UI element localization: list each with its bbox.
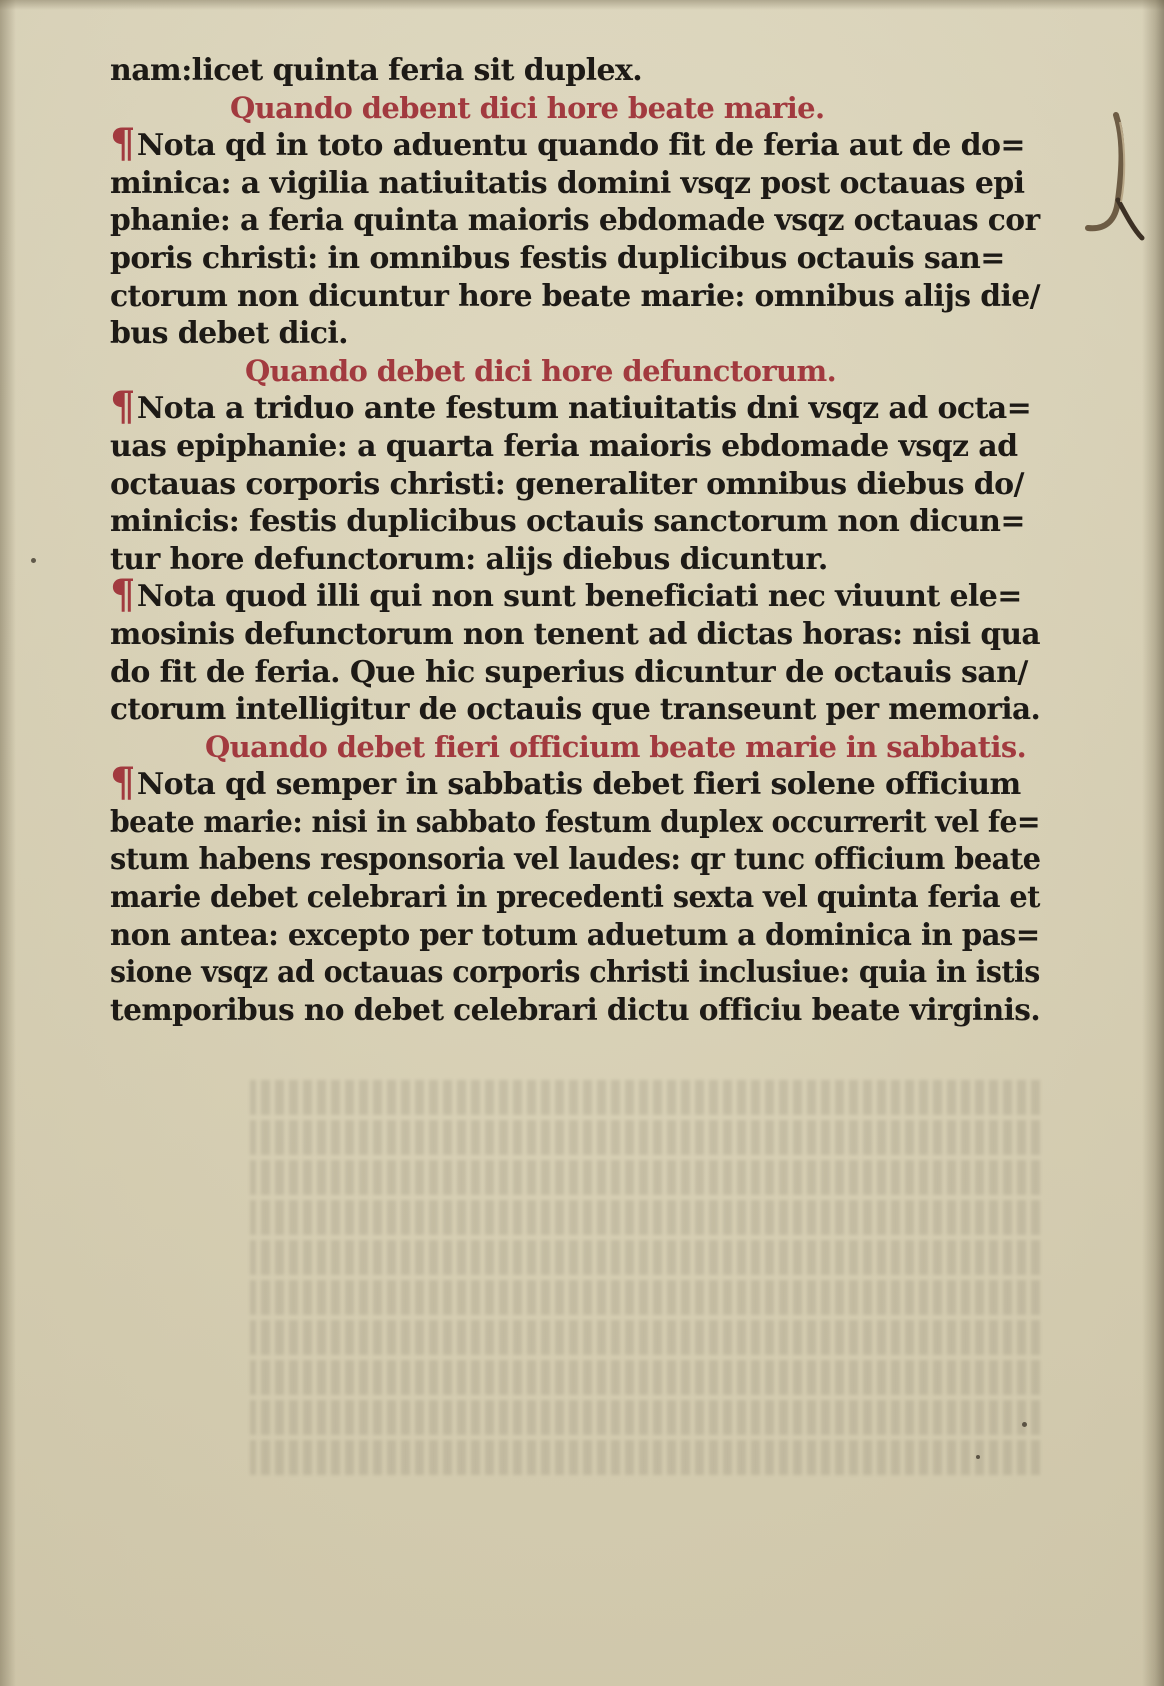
- ink-speck: [976, 1455, 980, 1459]
- text-line: [110, 466, 1040, 504]
- line-text: marie debet celebrari in precedenti sexta vel quinta feria et: [110, 880, 1040, 916]
- line-text: octauas corporis christi: generaliter omnibus diebus do/: [110, 466, 1024, 502]
- rubric-heading: [110, 90, 1040, 128]
- line-text: ctorum non dicuntur hore beate marie: omnibus alijs die/: [110, 278, 1040, 314]
- line-text: minicis: festis duplicibus octauis sanctorum non dicun=: [110, 504, 1025, 540]
- paragraph-mark-icon: ¶: [110, 383, 135, 431]
- line-text: Nota qd in toto aduentu quando fit de feria aut de do=: [136, 128, 1025, 164]
- line-text: temporibus no debet celebrari dictu officiu beate virginis.: [110, 992, 1041, 1028]
- text-line: [110, 616, 1040, 654]
- incunable-text: [110, 52, 1040, 1029]
- text-line: [110, 240, 1040, 278]
- page-top-edge: [0, 0, 1164, 10]
- line-text: non antea: excepto per totum aduetum a dominica in pas=: [110, 917, 1040, 953]
- text-line: [110, 954, 1040, 992]
- line-text: poris christi: in omnibus festis duplicibus octauis san=: [110, 240, 1005, 276]
- text-line: [110, 541, 1040, 579]
- text-line: [110, 120, 1040, 168]
- ink-speck: [31, 558, 36, 563]
- line-text: Nota quod illi qui non sunt beneficiati nec viuunt ele=: [136, 579, 1022, 615]
- show-through-text: [250, 1080, 1040, 1480]
- rubric-heading: [110, 353, 1040, 391]
- text-line: [110, 428, 1040, 466]
- text-line: [110, 278, 1040, 316]
- paragraph-mark-icon: ¶: [110, 759, 135, 807]
- text-line: [110, 165, 1040, 203]
- text-line: [110, 759, 1040, 807]
- paragraph-mark-icon: ¶: [110, 120, 135, 168]
- text-line: [110, 202, 1040, 240]
- line-text: Nota qd semper in sabbatis debet fieri solene officium: [136, 767, 1021, 803]
- page-left-edge: [0, 0, 16, 1686]
- line-text: nam:licet quinta feria sit duplex.: [110, 53, 643, 88]
- line-text: sione vsqz ad octauas corporis christi inclusiue: quia in istis: [110, 955, 1040, 991]
- text-line: [110, 992, 1040, 1030]
- text-line: [110, 315, 1040, 353]
- line-text: beate marie: nisi in sabbato festum duplex occurrerit vel fe=: [110, 804, 1040, 840]
- text-line: [110, 841, 1040, 879]
- line-text: mosinis defunctorum non tenent ad dictas horas: nisi qua: [110, 616, 1041, 652]
- text-line: [110, 879, 1040, 917]
- line-text: ctorum intelligitur de octauis que transeunt per memoria.: [110, 692, 1041, 728]
- line-text: Quando debet fieri officium beate marie in sabbatis.: [205, 729, 1027, 764]
- text-line: [110, 804, 1040, 842]
- rubric-heading: [110, 729, 1040, 767]
- line-text: Nota a triduo ante festum natiuitatis dni vsqz ad octa=: [136, 391, 1032, 427]
- line-text: Quando debent dici hore beate marie.: [230, 90, 825, 125]
- line-text: do fit de feria. Que hic superius dicuntur de octauis san/: [110, 654, 1028, 690]
- line-text: Quando debet dici hore defunctorum.: [245, 353, 837, 388]
- text-line: [110, 571, 1040, 619]
- text-line: [110, 383, 1040, 431]
- binding-thread-icon: [1076, 110, 1146, 270]
- text-line: [110, 52, 1040, 90]
- line-text: tur hore defunctorum: alijs diebus dicuntur.: [110, 541, 828, 577]
- paragraph-mark-icon: ¶: [110, 571, 135, 619]
- line-text: bus debet dici.: [110, 316, 349, 352]
- line-text: phanie: a feria quinta maioris ebdomade vsqz octauas cor: [110, 203, 1040, 239]
- text-line: [110, 503, 1040, 541]
- line-text: stum habens responsoria vel laudes: qr tunc officium beate: [110, 842, 1041, 878]
- text-line: [110, 654, 1040, 692]
- line-text: minica: a vigilia natiuitatis domini vsqz post octauas epi: [110, 165, 1025, 201]
- ink-speck: [1022, 1422, 1027, 1427]
- text-line: [110, 691, 1040, 729]
- text-line: [110, 917, 1040, 955]
- line-text: uas epiphanie: a quarta feria maioris ebdomade vsqz ad: [110, 428, 1018, 464]
